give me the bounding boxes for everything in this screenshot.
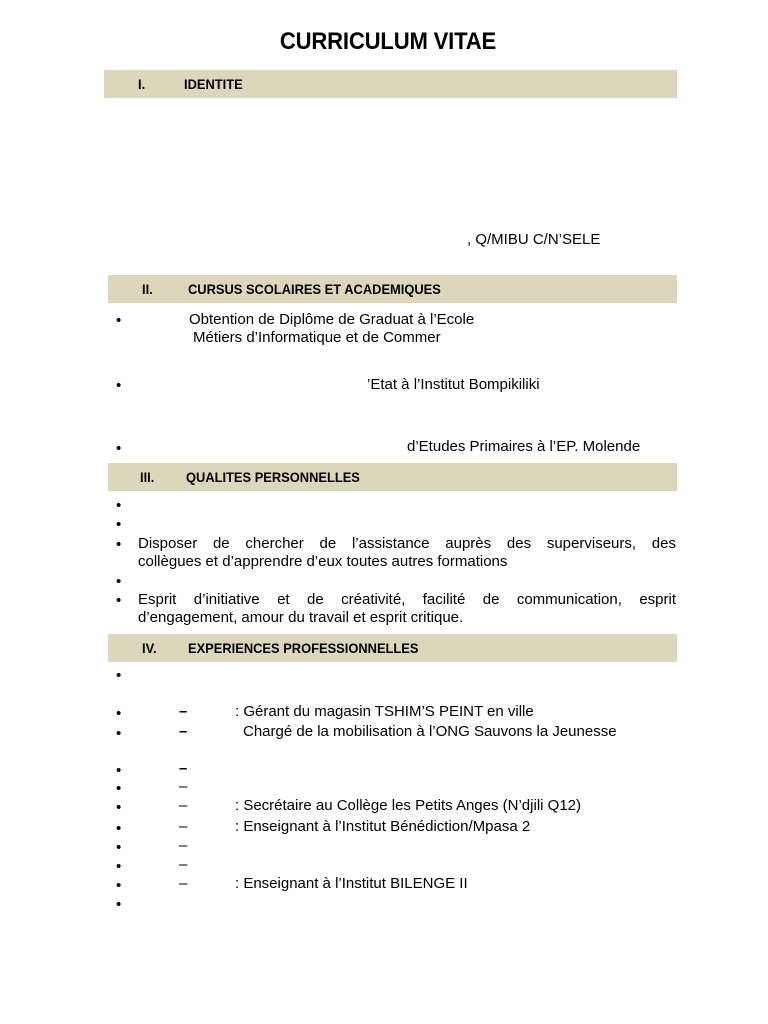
bullet: • <box>116 762 122 779</box>
address-text: , Q/MIBU C/N’SELE <box>467 231 601 248</box>
qualites-item-5-line-2: d’engagement, amour du travail et esprit critique. <box>138 609 464 626</box>
dash: – <box>179 778 188 795</box>
qualites-item-3-line-1: Disposer de chercher de l’assistance auprès des superviseurs, des <box>138 535 676 552</box>
section-number: I. <box>138 76 146 92</box>
dash: – <box>179 703 188 720</box>
section-header-experiences <box>108 634 677 662</box>
dash: – <box>179 797 188 814</box>
dash: – <box>179 875 188 892</box>
dash: – <box>179 856 188 873</box>
cursus-item-1-line-2: Métiers d’Informatique et de Commer <box>193 329 441 346</box>
section-header-qualites <box>108 463 677 491</box>
cursus-item-3: d’Etudes Primaires à l’EP. Molende <box>407 438 641 455</box>
bullet: • <box>116 877 122 894</box>
section-header-identite <box>104 70 677 98</box>
bullet: • <box>116 440 122 457</box>
bullet: • <box>116 573 122 590</box>
bullet: • <box>116 725 122 742</box>
bullet: • <box>116 858 122 875</box>
bullet: • <box>116 592 122 609</box>
section-label: CURSUS SCOLAIRES ET ACADEMIQUES <box>188 281 441 297</box>
bullet: • <box>116 516 122 533</box>
bullet: • <box>116 799 122 816</box>
job-3: : Secrétaire au Collège les Petits Anges (N’djili Q12) <box>235 797 581 814</box>
job-1: : Gérant du magasin TSHIM’S PEINT en ville <box>235 703 534 720</box>
section-number: IV. <box>142 640 157 656</box>
section-label: IDENTITE <box>184 76 243 92</box>
job-4: : Enseignant à l’Institut Bénédiction/Mpasa 2 <box>235 818 531 835</box>
qualites-item-5-line-1: Esprit d’initiative et de créativité, facilité de communication, esprit <box>138 591 676 608</box>
page-title: CURRICULUM VITAE <box>279 28 497 55</box>
bullet: • <box>116 780 122 797</box>
bullet: • <box>116 820 122 837</box>
bullet: • <box>116 667 122 684</box>
job-5: : Enseignant à l’Institut BILENGE II <box>235 875 468 892</box>
section-label: QUALITES PERSONNELLES <box>186 469 360 485</box>
qualites-item-3-line-2: collègues et d’apprendre d’eux toutes autres formations <box>138 553 508 570</box>
bullet: • <box>116 839 122 856</box>
dash: – <box>179 818 188 835</box>
bullet: • <box>116 705 122 722</box>
bullet: • <box>116 497 122 514</box>
section-header-cursus <box>108 275 677 303</box>
section-number: III. <box>140 469 155 485</box>
dash: – <box>179 723 188 740</box>
bullet: • <box>116 312 122 329</box>
dash: – <box>179 760 188 777</box>
section-number: II. <box>142 281 153 297</box>
job-2: Chargé de la mobilisation à l’ONG Sauvons la Jeunesse <box>243 723 617 740</box>
section-label: EXPERIENCES PROFESSIONNELLES <box>188 640 419 656</box>
cursus-item-2: ’Etat à l’Institut Bompikiliki <box>367 376 540 393</box>
cursus-item-1-line-1: Obtention de Diplôme de Graduat à l’Ecole <box>189 311 475 328</box>
dash: – <box>179 837 188 854</box>
bullet: • <box>116 536 122 553</box>
bullet: • <box>116 896 122 913</box>
bullet: • <box>116 377 122 394</box>
